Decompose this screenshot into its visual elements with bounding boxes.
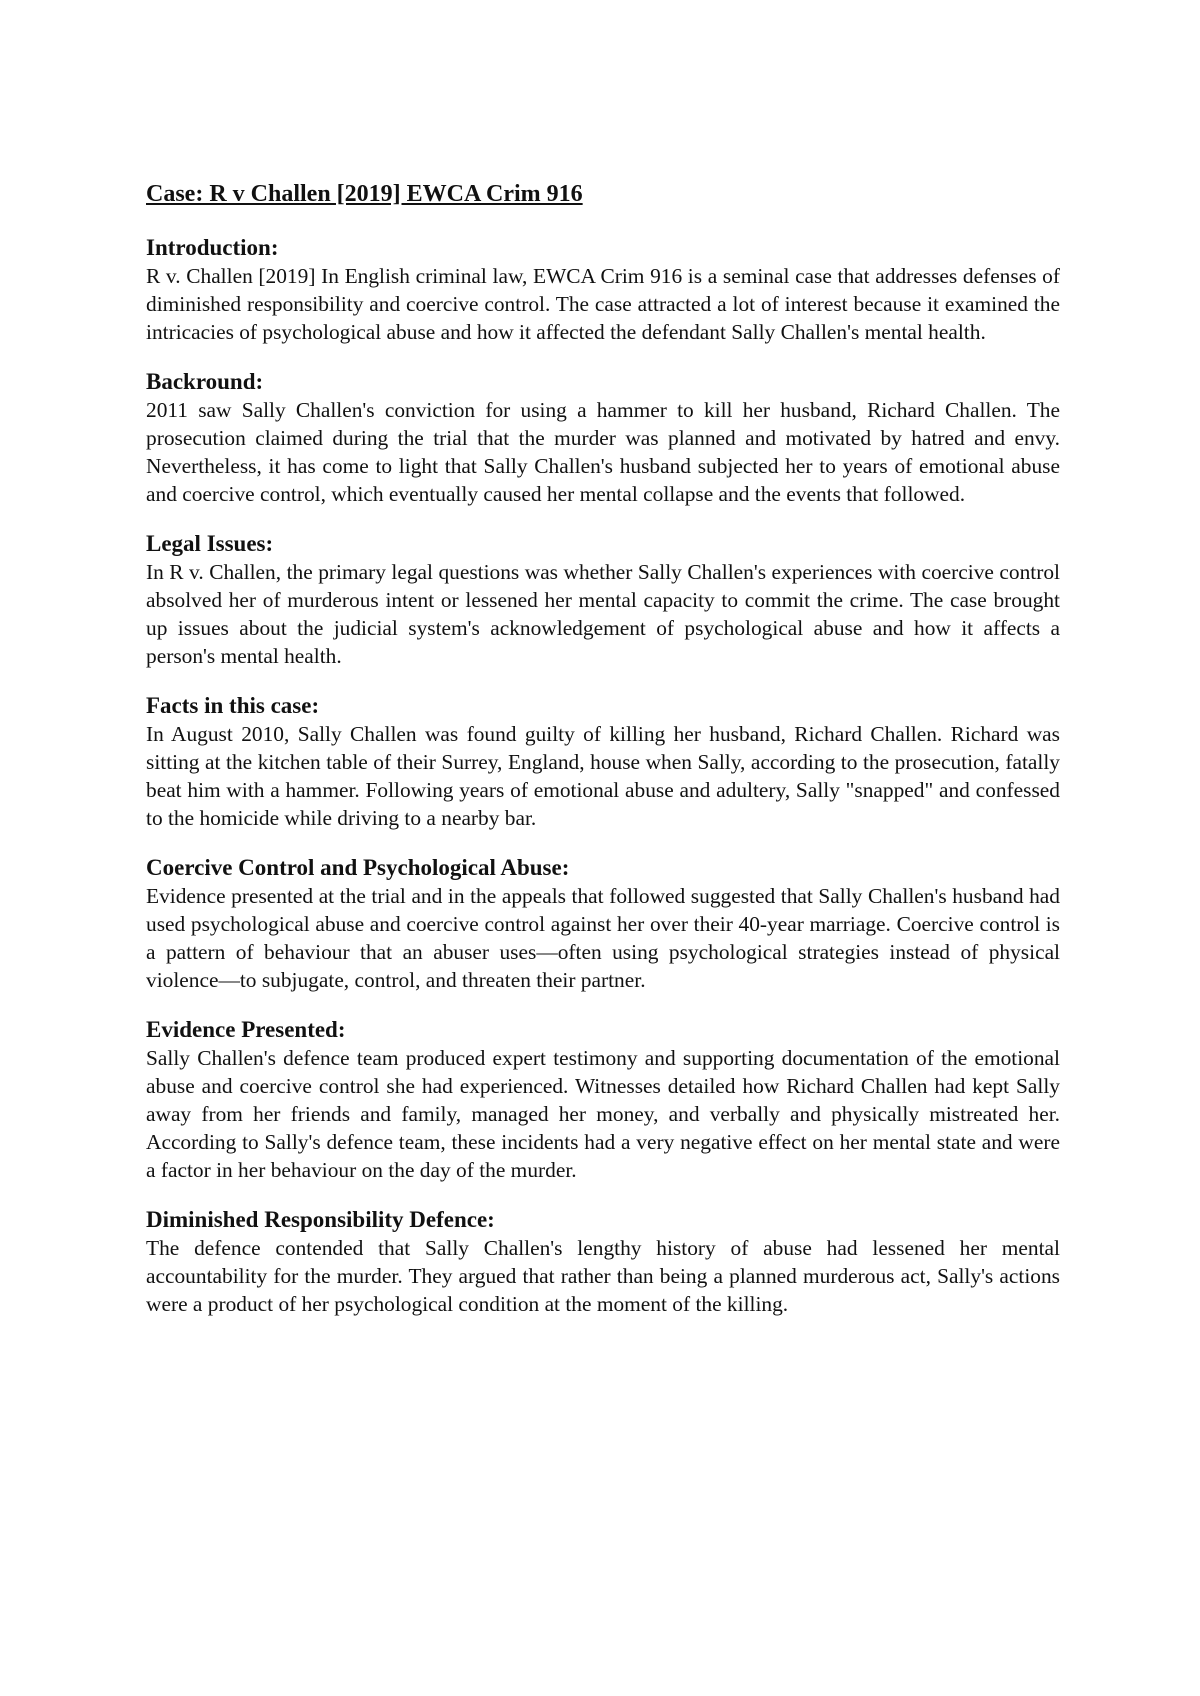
section-diminished-responsibility — [146, 1206, 1060, 1318]
section-body: The defence contended that Sally Challen's lengthy history of abuse had lessened her mental accountability for the murder. They argued that rather than being a planned murderous act, Sally's actions were a product of her psychological condition at the moment of the killing. — [146, 1236, 1060, 1316]
section-background — [146, 368, 1060, 508]
section-body: In R v. Challen, the primary legal questions was whether Sally Challen's experiences with coercive control absolved her of murderous intent or lessened her mental capacity to commit the crime. The case brought up issues about the judicial system's acknowledgement of psychological abuse and how it affects a person's mental health. — [146, 560, 1060, 668]
section-introduction — [146, 234, 1060, 346]
section-heading: Legal Issues: — [146, 531, 274, 556]
document-page — [146, 180, 1060, 1340]
section-heading: Introduction: — [146, 235, 279, 260]
section-legal-issues — [146, 530, 1060, 670]
section-heading: Diminished Responsibility Defence: — [146, 1207, 495, 1232]
section-heading: Backround: — [146, 369, 264, 394]
section-body: 2011 saw Sally Challen's conviction for using a hammer to kill her husband, Richard Challen. The prosecution claimed during the trial that the murder was planned and motivated by hatred and envy. Nevertheless, it has come to light that Sally Challen's husband subjected her to years of emotional abuse and coercive control, which eventually caused her mental collapse and the events that followed. — [146, 398, 1060, 506]
document-title: Case: R v Challen [2019] EWCA Crim 916 — [146, 181, 583, 207]
section-coercive-control — [146, 854, 1060, 994]
section-body: Sally Challen's defence team produced expert testimony and supporting documentation of the emotional abuse and coercive control she had experienced. Witnesses detailed how Richard Challen had kept Sally away from her friends and family, managed her money, and verbally and physically mistreated her. According to Sally's defence team, these incidents had a very negative effect on her mental state and were a factor in her behaviour on the day of the murder. — [146, 1046, 1060, 1182]
section-evidence-presented — [146, 1016, 1060, 1184]
section-heading: Coercive Control and Psychological Abuse: — [146, 855, 570, 880]
section-body: R v. Challen [2019] In English criminal law, EWCA Crim 916 is a seminal case that addresses defenses of diminished responsibility and coercive control. The case attracted a lot of interest because it examined the intricacies of psychological abuse and how it affected the defendant Sally Challen's mental health. — [146, 264, 1060, 344]
section-body: Evidence presented at the trial and in the appeals that followed suggested that Sally Challen's husband had used psychological abuse and coercive control against her over their 40-year marriage. Coercive control is a pattern of behaviour that an abuser uses—often using psychological strategies instead of physical violence—to subjugate, control, and threaten their partner. — [146, 884, 1060, 992]
section-heading: Facts in this case: — [146, 693, 320, 718]
section-body: In August 2010, Sally Challen was found guilty of killing her husband, Richard Challen. Richard was sitting at the kitchen table of their Surrey, England, house when Sally, according to the prosecution, fatally beat him with a hammer. Following years of emotional abuse and adultery, Sally "snapped" and confessed to the homicide while driving to a nearby bar. — [146, 722, 1060, 830]
section-heading: Evidence Presented: — [146, 1017, 346, 1042]
section-facts — [146, 692, 1060, 832]
